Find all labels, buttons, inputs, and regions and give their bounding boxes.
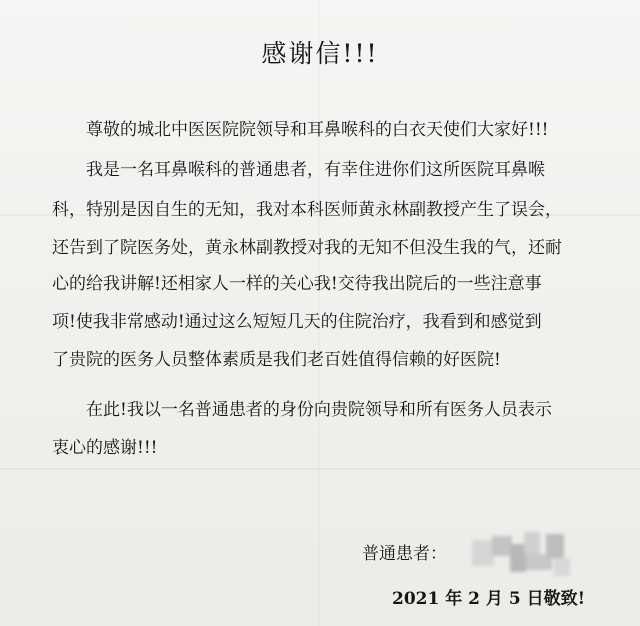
redaction-block	[546, 534, 564, 558]
fold-crease	[0, 468, 640, 470]
redacted-signature	[470, 526, 574, 582]
letter-date: 2021 年 2 月 5 日敬致!	[392, 589, 586, 609]
redaction-block	[554, 558, 570, 576]
greeting-line: 尊敬的城北中医医院院领导和耳鼻喉科的白衣天使们大家好!!!	[86, 120, 549, 140]
paragraph1-line: 我是一名耳鼻喉科的普通患者，有幸住进你们这所医院耳鼻喉	[86, 160, 545, 180]
redaction-block	[492, 536, 512, 556]
redaction-block	[524, 532, 540, 554]
paragraph1-line: 还告到了院医务处，黄永林副教授对我的无知不但没生我的气，还耐	[52, 238, 562, 258]
redaction-block	[472, 540, 494, 566]
paragraph2-line: 衷心的感谢!!!	[52, 438, 158, 458]
paragraph1-line: 项!使我非常感动!通过这么短短几天的住院治疗，我看到和感觉到	[52, 312, 542, 332]
paragraph1-line: 心的给我讲解!还相家人一样的关心我!交待我出院后的一些注意事	[52, 274, 542, 294]
paragraph1-line: 了贵院的医务人员整体素质是我们老百姓值得信赖的好医院!	[52, 350, 501, 370]
signature-label: 普通患者：	[362, 544, 447, 564]
letter-title: 感谢信!!!	[261, 39, 379, 68]
paragraph2-line: 在此!我以一名普通患者的身份向贵院领导和所有医务人员表示	[86, 400, 552, 420]
paragraph1-line: 科，特别是因自生的无知，我对本科医师黄永林副教授产生了误会，	[52, 200, 562, 220]
